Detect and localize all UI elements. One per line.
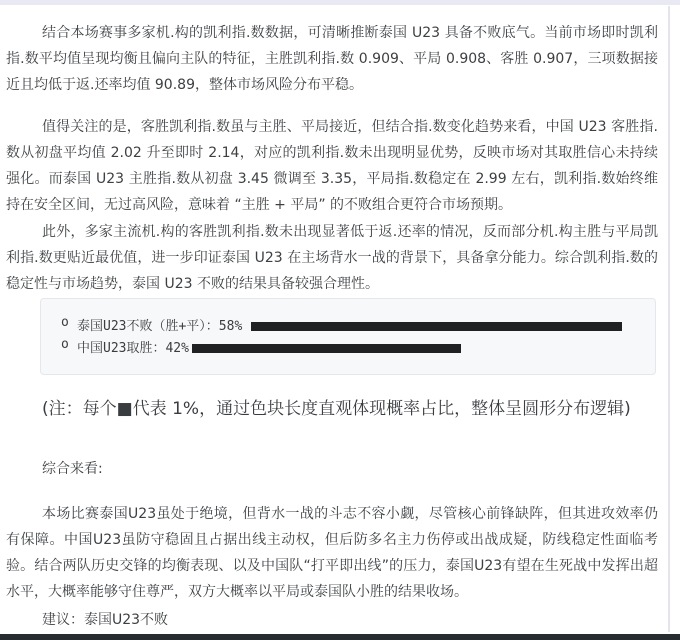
chart-row-china xyxy=(41,337,655,357)
recommendation-line: 建议：泰国U23不败 xyxy=(42,612,169,628)
chart-label-china: 中国U23取胜：42% xyxy=(77,341,189,356)
top-border-strip xyxy=(0,0,680,5)
bottom-border-bar xyxy=(0,634,680,640)
paragraph-odds-trend: 值得关注的是，客胜凯利指.数虽与主胜、平局接近，但结合指.数变化趋势来看，中国 U23 客胜指.数从初盘平均值 2.02 升至即时 2.14，对应的凯利指.数未出现明显优势，反映市场对其取胜信心未持续强化。而泰国 U23 主胜指.数从初盘 3.45 微调至 3.35，平局指.数稳定在 2.99 左右，凯利指.数始终维持在安全区间，无过高风险，意味着 “主胜 + 平局” 的不败组合更符合市场预期。 xyxy=(6,119,658,213)
paragraph-conclusion: 本场比赛泰国U23虽处于绝境，但背水一战的斗志不容小觑，尽管核心前锋缺阵，但其进攻效率仍有保障。中国U23虽防守稳固且占据出线主动权，但后防多名主力伤停或出战成疑，防线稳定性面临考验。结合两队历史交锋的均衡表现、以及中国队“打平即出线”的压力，泰国U23有望在生死战中发挥出超水平，大概率能够守住尊严，双方大概率以平局或泰国队小胜的结果收场。 xyxy=(6,506,658,600)
right-edge-line xyxy=(668,6,670,632)
paragraph-institution-analysis: 此外，多家主流机.构的客胜凯利指.数未出现显著低于返.还率的情况，反而部分机.构主胜与平局凯利指.数更贴近最优值，进一步印证泰国 U23 在主场背水一战的背景下，具备拿分能力。综合凯利指.数的稳定性与市场趋势，泰国 U23 不败的结果具备较强合理性。 xyxy=(6,224,658,292)
probability-bar-chart xyxy=(40,298,656,375)
paragraph-kelly-overview: 结合本场赛事多家机.构的凯利指.数数据，可清晰推断泰国 U23 具备不败底气。当前市场即时凯利指.数平均值呈现均衡且偏向主队的特征，主胜凯利指.数 0.909、平局 0.908、客胜 0.907，三项数据接近且均低于返.还率均值 90.89，整体市场风险分布平稳。 xyxy=(6,25,658,93)
list-bullet-icon: o xyxy=(61,337,69,352)
chart-bar-thailand xyxy=(251,322,622,331)
chart-bar-china xyxy=(192,344,461,353)
chart-label-thailand: 泰国U23不败（胜+平）：58% xyxy=(77,319,243,334)
chart-note: (注：每个■代表 1%，通过色块长度直观体现概率占比，整体呈圆形分布逻辑) xyxy=(42,399,631,419)
chart-row-thailand xyxy=(41,315,655,335)
list-bullet-icon: o xyxy=(61,315,69,330)
summary-heading: 综合来看: xyxy=(42,461,103,477)
